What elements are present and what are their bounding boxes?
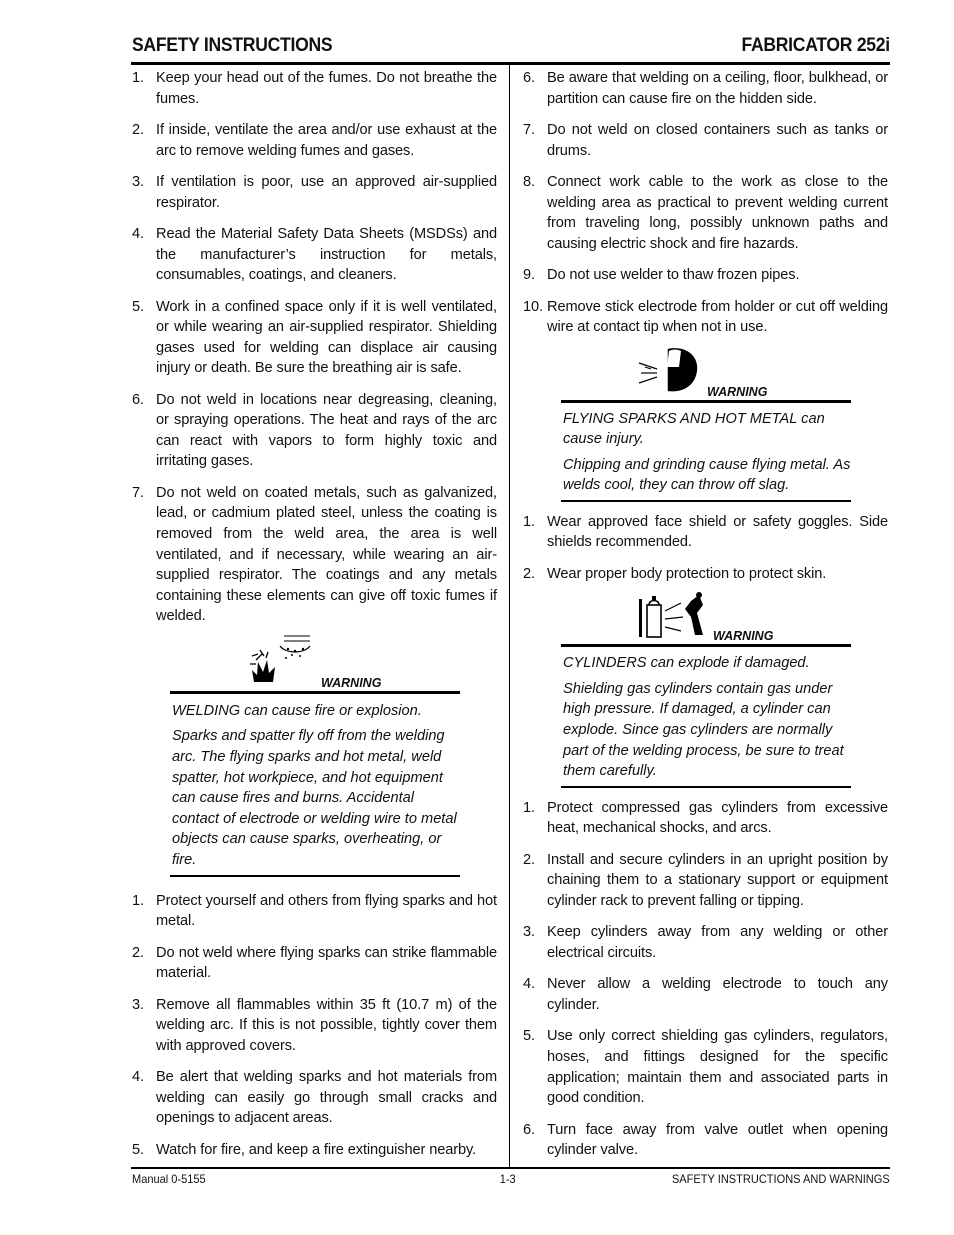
item-number: 4. (132, 225, 144, 242)
item-text: Read the Material Safety Data Sheets (MSDSs) and the manufacturer’s instruction for metals, consumables, coatings, and cleaners. (156, 225, 497, 284)
list-item (523, 1120, 888, 1161)
item-number: 6. (132, 391, 144, 408)
fire-precautions-list-continued (523, 68, 888, 338)
list-item (132, 224, 497, 286)
fume-precautions-list (132, 68, 497, 627)
list-item (523, 974, 888, 1015)
header-product-name: FABRICATOR 252i (741, 34, 890, 56)
gas-cylinder-icon (637, 591, 709, 639)
list-item (523, 1026, 888, 1108)
footer-manual-number: Manual 0-5155 (132, 1172, 206, 1186)
list-item (132, 68, 497, 109)
item-text: Never allow a welding electrode to touch any cylinder. (547, 976, 888, 1013)
item-text: Do not weld on coated metals, such as galvanized, lead, or cadmium plated steel, unless the coating is removed from the weld area, the area is well ventilated, and if necessary, while wearing an air-supplied respirator. The coatings and any metals containing these elements can give off toxic fumes if welded. (156, 484, 497, 625)
item-text: Turn face away from valve outlet when opening cylinder valve. (547, 1121, 888, 1159)
list-item (132, 390, 497, 472)
item-text: Remove all flammables within 35 ft (10.7 m) of the welding arc. If this is not possible, tightly cover them with approved covers. (156, 996, 497, 1054)
item-text: Protect compressed gas cylinders from excessive heat, mechanical shocks, and arcs. (547, 799, 888, 837)
face-shield-icon (637, 345, 701, 395)
warning-fire-box (170, 638, 460, 877)
item-number: 2. (132, 121, 144, 138)
item-text: Wear approved face shield or safety goggles. Side shields recommended. (547, 513, 888, 551)
warning-header (561, 591, 851, 643)
warning-title: CYLINDERS can explode if damaged. (563, 655, 810, 672)
warning-header (561, 347, 851, 399)
item-number: 3. (132, 996, 144, 1013)
item-number: 5. (132, 298, 144, 315)
list-item (523, 297, 888, 338)
item-number: 5. (523, 1028, 535, 1045)
left-column (132, 68, 497, 1171)
list-item (132, 172, 497, 213)
list-item (132, 943, 497, 984)
item-text: Install and secure cylinders in an upright position by chaining them to a stationary support or equipment cylinder rack to prevent falling or tipping. (547, 851, 888, 909)
fire-explosion-icon (248, 634, 316, 684)
item-number: 8. (523, 173, 535, 190)
item-number: 3. (132, 173, 144, 190)
item-text: Work in a confined space only if it is well ventilated, or while wearing an air-supplied respirator. Shielding gases used for welding can displace air causing injury or death. Be sure the breathing air is safe. (156, 298, 497, 377)
item-text: Protect yourself and others from flying sparks and hot metal. (156, 892, 497, 930)
list-item (523, 512, 888, 553)
item-number: 9. (523, 267, 535, 284)
item-number: 4. (523, 976, 535, 993)
list-item (132, 891, 497, 932)
list-item (523, 922, 888, 963)
protection-list (523, 512, 888, 585)
item-number: 7. (132, 484, 144, 501)
list-item (523, 798, 888, 839)
item-text: Do not weld on closed containers such as tanks or drums. (547, 121, 888, 159)
warning-text: Shielding gas cylinders contain gas under high pressure. If damaged, a cylinder can explode. Since gas cylinders are normally part of the welding process, be sure to treat them carefully. (563, 680, 844, 780)
right-column (523, 68, 888, 1172)
header-title: SAFETY INSTRUCTIONS (132, 34, 333, 56)
item-number: 1. (132, 892, 144, 909)
item-text: If ventilation is poor, use an approved air-supplied respirator. (156, 173, 497, 211)
warning-cylinders-box (561, 591, 851, 788)
warning-bottom-rule (561, 786, 851, 788)
footer-page-number: 1-3 (499, 1172, 516, 1186)
warning-title: WELDING can cause fire or explosion. (172, 702, 422, 719)
warning-body (170, 694, 460, 875)
item-text: Connect work cable to the work as close to the welding area as practical to prevent welding current from traveling long, possibly unknown paths and causing electric shock and fire hazards. (547, 173, 888, 252)
list-item (523, 564, 888, 585)
cylinder-precautions-list (523, 798, 888, 1161)
warning-label: WARNING (713, 629, 774, 644)
warning-body (561, 647, 851, 786)
item-number: 1. (132, 70, 144, 86)
list-item (523, 120, 888, 161)
warning-bottom-rule (561, 500, 851, 502)
item-number: 6. (523, 70, 535, 86)
warning-body (561, 403, 851, 500)
column-divider (509, 65, 510, 1167)
item-text: Be aware that welding on a ceiling, floor, bulkhead, or partition can cause fire on the hidden side. (547, 70, 888, 107)
list-item (523, 172, 888, 254)
list-item (523, 850, 888, 912)
item-text: Do not use welder to thaw frozen pipes. (547, 267, 800, 284)
warning-text: Sparks and spatter fly off from the welding arc. The flying sparks and hot metal, weld spatter, hot workpiece, and hot equipment can cause fires and burns. Accidental contact of electrode or welding wire to metal objects can cause sparks, overheating, or fire. (172, 728, 457, 868)
item-text: Do not weld where flying sparks can strike flammable material. (156, 944, 497, 982)
item-text: Use only correct shielding gas cylinders, regulators, hoses, and fittings designed for the specific application; maintain them and associated parts in good condition. (547, 1028, 888, 1107)
item-number: 10. (523, 298, 543, 315)
item-number: 2. (523, 565, 535, 582)
warning-label: WARNING (707, 384, 768, 399)
item-text: Be alert that welding sparks and hot materials from welding can easily go through small cracks and openings to adjacent areas. (156, 1069, 497, 1127)
item-number: 5. (132, 1141, 144, 1158)
fire-precautions-list (132, 891, 497, 1161)
item-text: Watch for fire, and keep a fire extinguisher nearby. (156, 1141, 477, 1158)
footer-rule (131, 1167, 890, 1169)
item-text: Do not weld in locations near degreasing, cleaning, or spraying operations. The heat and rays of the arc can react with vapors to form highly toxic and irritating gases. (156, 391, 497, 470)
item-number: 6. (523, 1121, 535, 1138)
warning-title: FLYING SPARKS AND HOT METAL can cause injury. (563, 410, 825, 448)
item-text: Remove stick electrode from holder or cut off welding wire at contact tip when not in use. (547, 298, 888, 336)
list-item (523, 265, 888, 286)
list-item (132, 297, 497, 379)
warning-header (170, 638, 460, 690)
list-item (132, 483, 497, 627)
list-item (132, 1067, 497, 1129)
item-number: 1. (523, 513, 535, 530)
header-rule (131, 62, 890, 65)
item-text: Keep cylinders away from any welding or other electrical circuits. (547, 924, 888, 961)
list-item (132, 1140, 497, 1161)
item-text: Keep your head out of the fumes. Do not breathe the fumes. (156, 70, 497, 107)
item-number: 1. (523, 799, 535, 816)
footer-section-title: SAFETY INSTRUCTIONS AND WARNINGS (672, 1172, 890, 1186)
list-item (132, 995, 497, 1057)
item-text: If inside, ventilate the area and/or use exhaust at the arc to remove welding fumes and gases. (156, 121, 497, 159)
item-number: 4. (132, 1069, 144, 1086)
warning-sparks-box (561, 347, 851, 502)
item-number: 2. (132, 944, 144, 961)
item-number: 7. (523, 121, 535, 138)
warning-bottom-rule (170, 875, 460, 877)
list-item (523, 68, 888, 109)
warning-label: WARNING (321, 675, 382, 690)
list-item (132, 120, 497, 161)
item-number: 2. (523, 851, 535, 868)
item-text: Wear proper body protection to protect skin. (547, 565, 827, 582)
warning-text: Chipping and grinding cause flying metal. As welds cool, they can throw off slag. (563, 456, 851, 494)
item-number: 3. (523, 924, 535, 941)
